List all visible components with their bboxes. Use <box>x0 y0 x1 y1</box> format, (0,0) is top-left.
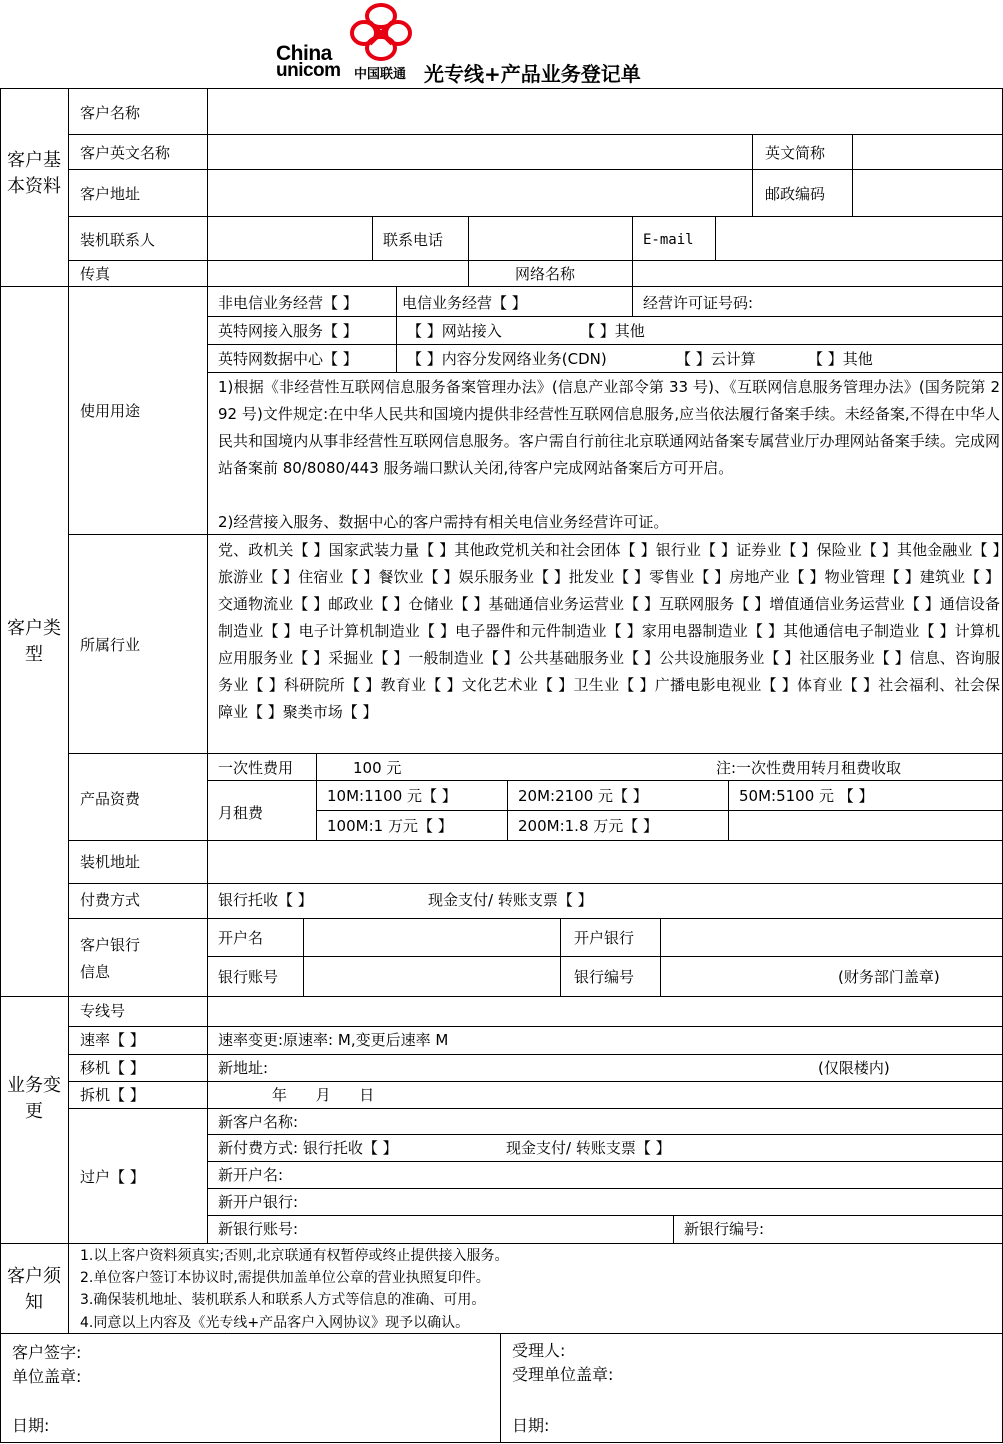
registration-form <box>0 88 1003 1443</box>
usage-note-1: 1)根据《非经营性互联网信息服务备案管理办法》(信息产业部令第 33 号)、《互联网信息服务管理办法》(国务院第 292 号)文件规定:在中华人民共和国境内提供非经营性互联网信息服务,应当依法履行备案手续。未经备案,不得在中华人民共和国境内从事非经营性互联网信息服务。客户需自行前往北京联通网站备案专属营业厅办理网站备案手续。完成网站备案前 80/8080/443 服务端口默认关闭,待客户完成网站备案后方可开启。 <box>218 378 1000 477</box>
option-200m[interactable]: 200M:1.8 万元【 】 <box>518 817 659 835</box>
section-business-change: 业务变更 <box>7 1075 61 1122</box>
one-time-fee-note: 注:一次性费用转月租费收取 <box>716 759 902 777</box>
email-field[interactable] <box>716 217 1002 260</box>
customer-en-name-field[interactable] <box>208 135 752 169</box>
payment-bank-collect[interactable]: 银行托收【 】 <box>218 891 313 909</box>
brand-latin-unicom: unicom <box>276 60 341 81</box>
checkbox-rate[interactable]: 速率【 】 <box>80 1031 145 1049</box>
label-industry: 所属行业 <box>80 636 141 654</box>
label-new-address: 新地址: <box>218 1059 269 1077</box>
one-time-fee-value: 100 元 <box>353 759 402 777</box>
notice-item-4: 4.同意以上内容及《光专线+产品客户入网协议》现予以确认。 <box>80 1315 470 1331</box>
label-account-no: 银行账号 <box>218 968 279 986</box>
remove-date: 年 月 日 <box>272 1086 375 1104</box>
line-no-field[interactable] <box>208 997 1002 1026</box>
checkbox-remove[interactable]: 拆机【 】 <box>80 1086 145 1104</box>
label-handler-stamp: 受理单位盖章: <box>512 1365 614 1384</box>
label-one-time-fee: 一次性费用 <box>218 759 294 777</box>
section-customer-type: 客户类型 <box>7 618 61 665</box>
option-50m[interactable]: 50M:5100 元 【 】 <box>739 787 874 805</box>
option-100m[interactable]: 100M:1 万元【 】 <box>327 817 453 835</box>
label-line-no: 专线号 <box>80 1002 126 1020</box>
option-10m[interactable]: 10M:1100 元【 】 <box>327 787 457 805</box>
checkbox-telecom[interactable]: 电信业务经营【 】 <box>402 294 527 312</box>
section-basic-info: 客户基本资料 <box>7 150 61 197</box>
finance-stamp-note: (财务部门盖章) <box>838 968 940 986</box>
label-new-account-name: 新开户名: <box>218 1166 284 1184</box>
checkbox-other-1[interactable]: 【 】其他 <box>580 322 645 340</box>
postcode-field[interactable] <box>853 170 1002 216</box>
usage-note-2: 2)经营接入服务、数据中心的客户需持有相关电信业务经营许可证。 <box>218 513 669 531</box>
label-usage: 使用用途 <box>80 402 141 420</box>
rate-change-text: 速率变更:原速率: M,变更后速率 M <box>218 1031 449 1049</box>
label-bank-info-2: 信息 <box>80 963 111 981</box>
account-no-field[interactable] <box>304 957 560 996</box>
label-payment: 付费方式 <box>80 891 141 909</box>
install-address-field[interactable] <box>208 841 1002 883</box>
fax-field[interactable] <box>208 261 468 286</box>
brand-latin-china: China <box>276 42 332 65</box>
checkbox-website-access[interactable]: 【 】网站接入 <box>407 322 502 340</box>
notice-item-3: 3.确保装机地址、装机联系人和联系人方式等信息的准确、可用。 <box>80 1292 486 1308</box>
payment-cash[interactable]: 现金支付/ 转账支票【 】 <box>428 891 593 909</box>
label-client-sign: 客户签字: <box>12 1343 82 1362</box>
label-fax: 传真 <box>80 265 111 283</box>
section-customer-notice: 客户须知 <box>7 1266 61 1313</box>
checkbox-idc[interactable]: 英特网数据中心【 】 <box>218 350 358 368</box>
label-fee: 产品资费 <box>80 790 141 808</box>
address-field[interactable] <box>208 170 752 216</box>
label-new-payment[interactable]: 新付费方式: 银行托收【 】 <box>218 1139 398 1157</box>
label-bank-code: 银行编号 <box>574 968 635 986</box>
label-account-bank: 开户银行 <box>574 929 635 947</box>
network-field[interactable] <box>633 261 1002 286</box>
brand-cn: 中国联通 <box>354 67 407 82</box>
label-bank-info-1: 客户银行 <box>80 936 141 954</box>
label-unit-stamp: 单位盖章: <box>12 1367 82 1386</box>
label-account-name: 开户名 <box>218 929 264 947</box>
label-install-address: 装机地址 <box>80 853 141 871</box>
label-customer-en-name: 客户英文名称 <box>80 144 171 162</box>
label-en-short: 英文简称 <box>765 144 826 162</box>
label-new-account-bank: 新开户银行: <box>218 1193 299 1211</box>
label-license-no: 经营许可证号码: <box>643 294 754 312</box>
unicom-knot-logo-icon <box>340 2 422 64</box>
label-date-right: 日期: <box>512 1416 550 1435</box>
label-handler: 受理人: <box>512 1341 566 1360</box>
checkbox-transfer[interactable]: 过户【 】 <box>80 1168 145 1186</box>
industry-options[interactable]: 党、政机关【 】国家武装力量【 】其他政党机关和社会团体【 】银行业【 】证券业【 】保险业【 】其他金融业【 】旅游业【 】住宿业【 】餐饮业【 】娱乐服务业【 】批发业【 】零售业【 】房地产业【 】物业管理【 】建筑业【 】交通物流业【 】邮政业【 】仓储业【 】基础通信业务运营业【 】互联网服务【 】增值通信业务运营业【 】通信设备制造业【 】电子计算机制造业【 】电子器件和元件制造业【 】家用电器制造业【 】其他通信电子制造业【 】计算机应用服务业【 】采掘业【 】一般制造业【 】公共基础服务业【 】公共设施服务业【 】社区服务业【 】信息、咨询服务业【 】科研院所【 】教育业【 】文化艺术业【 】卫生业【 】广播电影电视业【 】体育业【 】社会福利、社会保障业【 】聚类市场【 】 <box>218 541 1000 721</box>
contact-field[interactable] <box>208 217 372 260</box>
customer-name-field[interactable] <box>208 89 1002 134</box>
checkbox-other-2[interactable]: 【 】其他 <box>808 350 873 368</box>
label-contact: 装机联系人 <box>80 231 156 249</box>
phone-field[interactable] <box>469 217 632 260</box>
checkbox-non-telecom[interactable]: 非电信业务经营【 】 <box>218 294 358 312</box>
new-payment-cash[interactable]: 现金支付/ 转账支票【 】 <box>506 1139 671 1157</box>
checkbox-move[interactable]: 移机【 】 <box>80 1059 145 1077</box>
label-new-account-no: 新银行账号: <box>218 1220 299 1238</box>
label-customer-name: 客户名称 <box>80 104 141 122</box>
checkbox-cloud[interactable]: 【 】云计算 <box>676 350 756 368</box>
label-monthly-fee: 月租费 <box>218 804 264 822</box>
label-new-customer-name: 新客户名称: <box>218 1113 299 1131</box>
notice-item-1: 1.以上客户资料须真实;否则,北京联通有权暂停或终止提供接入服务。 <box>80 1248 509 1264</box>
label-email: E-mail <box>643 232 694 248</box>
label-address: 客户地址 <box>80 185 141 203</box>
label-new-bank-code: 新银行编号: <box>684 1220 765 1238</box>
label-date-left: 日期: <box>12 1416 50 1435</box>
option-20m[interactable]: 20M:2100 元【 】 <box>518 787 648 805</box>
within-building-note: (仅限楼内) <box>818 1059 890 1077</box>
checkbox-internet-access[interactable]: 英特网接入服务【 】 <box>218 322 358 340</box>
account-bank-field[interactable] <box>661 919 1002 956</box>
page-title: 光专线+产品业务登记单 <box>424 62 641 86</box>
label-phone: 联系电话 <box>383 231 444 249</box>
header <box>0 0 1003 88</box>
en-short-field[interactable] <box>853 135 1002 169</box>
account-name-field[interactable] <box>304 919 560 956</box>
checkbox-cdn[interactable]: 【 】内容分发网络业务(CDN) <box>407 350 607 368</box>
label-postcode: 邮政编码 <box>765 185 826 203</box>
notice-item-2: 2.单位客户签订本协议时,需提供加盖单位公章的营业执照复印件。 <box>80 1270 490 1286</box>
label-network: 网络名称 <box>515 265 576 283</box>
